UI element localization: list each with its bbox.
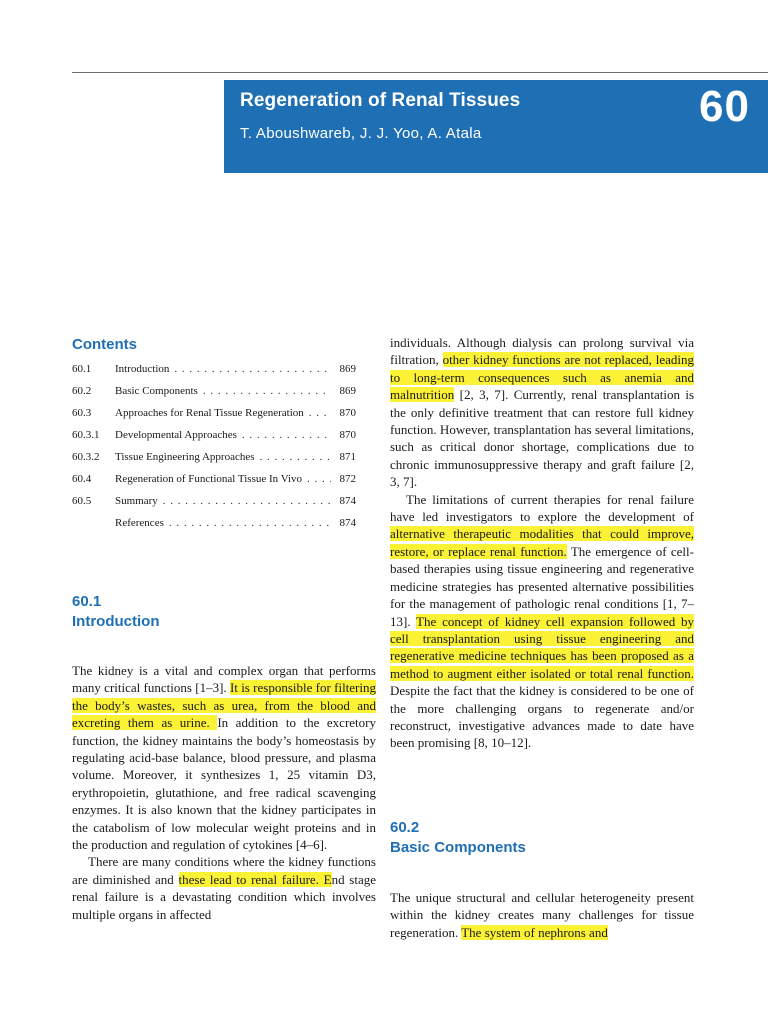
toc-leader — [260, 451, 331, 463]
left-column-body — [72, 662, 376, 923]
chapter-number: 60 — [699, 82, 750, 131]
toc-title: Approaches for Renal Tissue Regeneration — [115, 407, 304, 419]
toc-title: Summary — [115, 495, 158, 507]
body-text: [2, 3, 7]. Currently, renal transplantation is the only definitive treatment that can restore full kidney function. However, transplantation has several limitations, such as critical donor shortage, complications due to chronic immunosuppressive therapy and graft failure [2, 3, 7]. — [390, 387, 694, 490]
toc-title: Tissue Engineering Approaches — [115, 451, 255, 463]
toc-page: 870 — [339, 429, 356, 441]
top-rule — [72, 72, 768, 73]
toc-number: 60.1 — [72, 363, 92, 375]
body-paragraph — [72, 853, 376, 923]
right-column-body-continued — [390, 889, 694, 941]
section-number: 60.2 — [390, 819, 420, 836]
toc-number: 60.3.2 — [72, 451, 100, 463]
toc-leader — [163, 495, 331, 507]
toc-number: 60.4 — [72, 473, 92, 485]
toc-title: Introduction — [115, 363, 170, 375]
toc-page: 870 — [339, 407, 356, 419]
highlighted-text: alternative therapeutic modalities that could improve, restore, or replace renal function. — [390, 526, 694, 559]
toc-page: 869 — [339, 385, 356, 397]
toc-entry[interactable] — [72, 473, 356, 495]
highlighted-text: other kidney functions are not replaced, leading to long-term consequences such as anemia and malnutrition — [390, 352, 694, 403]
chapter-header — [224, 80, 768, 173]
body-paragraph — [390, 491, 694, 752]
toc-number: 60.3.1 — [72, 429, 100, 441]
toc-number: 60.2 — [72, 385, 92, 397]
section-number: 60.1 — [72, 593, 102, 610]
toc-entry[interactable] — [72, 517, 356, 539]
section-title: Introduction — [72, 613, 160, 630]
body-text: individuals. Although dialysis can prolong survival via filtration, — [390, 335, 694, 368]
toc-entry[interactable] — [72, 407, 356, 429]
body-text: Despite the fact that the kidney is considered to be one of the more challenging organs to regenerate and/or reconstruct, investigative advances made to date have been promising [8, 10–12]. — [390, 683, 694, 751]
highlighted-text: The system of nephrons and — [461, 924, 608, 940]
body-text: In addition to the excretory function, the kidney maintains the body’s homeostasis by regulating acid-base balance, blood pressure, and plasma volume. Moreover, it synthesizes 1, 25 vitamin D3, erythropoietin, glutathione, and free radical scavenging enzymes. It is also known that the kidney participates in the catabolism of low molecular weight proteins and in the production and regulation of cytokines [4–6]. — [72, 715, 376, 853]
toc-page: 872 — [339, 473, 356, 485]
toc-entry[interactable] — [72, 363, 356, 385]
toc-entry[interactable] — [72, 385, 356, 407]
toc-leader — [203, 385, 331, 397]
highlighted-text: these lead to renal failure. E — [178, 871, 332, 887]
toc-leader — [174, 363, 331, 375]
toc-leader — [307, 473, 331, 485]
toc-number: 60.5 — [72, 495, 92, 507]
right-column-body — [390, 334, 694, 752]
highlighted-text: The concept of kidney cell expansion followed by cell transplantation using tissue engineering and regenerative medicine techniques has been proposed as a method to augment either isolated or total renal function. — [390, 613, 694, 681]
toc-entry[interactable] — [72, 451, 356, 473]
toc-page: 871 — [339, 451, 356, 463]
toc-title: Developmental Approaches — [115, 429, 237, 441]
contents-heading: Contents — [72, 336, 137, 353]
section-heading-introduction — [72, 592, 159, 632]
toc-leader — [169, 517, 331, 529]
table-of-contents — [72, 363, 356, 539]
toc-leader — [242, 429, 331, 441]
toc-entry[interactable] — [72, 429, 356, 451]
body-text: The kidney is a vital and complex organ that performs many critical functions [1–3]. — [72, 663, 376, 696]
toc-page: 874 — [339, 517, 356, 529]
section-heading-basic-components — [390, 818, 526, 858]
chapter-title: Regeneration of Renal Tissues — [240, 90, 521, 111]
chapter-authors: T. Aboushwareb, J. J. Yoo, A. Atala — [240, 125, 482, 142]
toc-title: References — [115, 517, 164, 529]
body-paragraph — [72, 662, 376, 853]
body-text: The unique structural and cellular heterogeneity present within the kidney creates many challenges for tissue regeneration. — [390, 890, 694, 940]
body-text: The emergence of cell-based therapies using tissue engineering and regenerative medicine strategies has presented alternative possibilities for the management of pathologic renal conditions [1, 7–13]. — [390, 543, 694, 629]
toc-page: 869 — [339, 363, 356, 375]
body-paragraph — [390, 334, 694, 491]
toc-entry[interactable] — [72, 495, 356, 517]
toc-number: 60.3 — [72, 407, 92, 419]
body-text: nd stage renal failure is a devastating condition which involves multiple organs in affected — [72, 871, 376, 922]
toc-title: Basic Components — [115, 385, 198, 397]
highlighted-text: It is responsible for filtering the body’s wastes, such as urea, from the blood and excreting them as urine. — [72, 680, 376, 731]
toc-leader — [309, 407, 331, 419]
toc-title: Regeneration of Functional Tissue In Vivo — [115, 473, 303, 485]
toc-page: 874 — [339, 495, 356, 507]
body-paragraph — [390, 889, 694, 941]
section-title: Basic Components — [390, 839, 526, 856]
body-text: The limitations of current therapies for renal failure have led investigators to explore the development of — [390, 491, 694, 525]
body-text: There are many conditions where the kidney functions are diminished and — [72, 854, 376, 887]
